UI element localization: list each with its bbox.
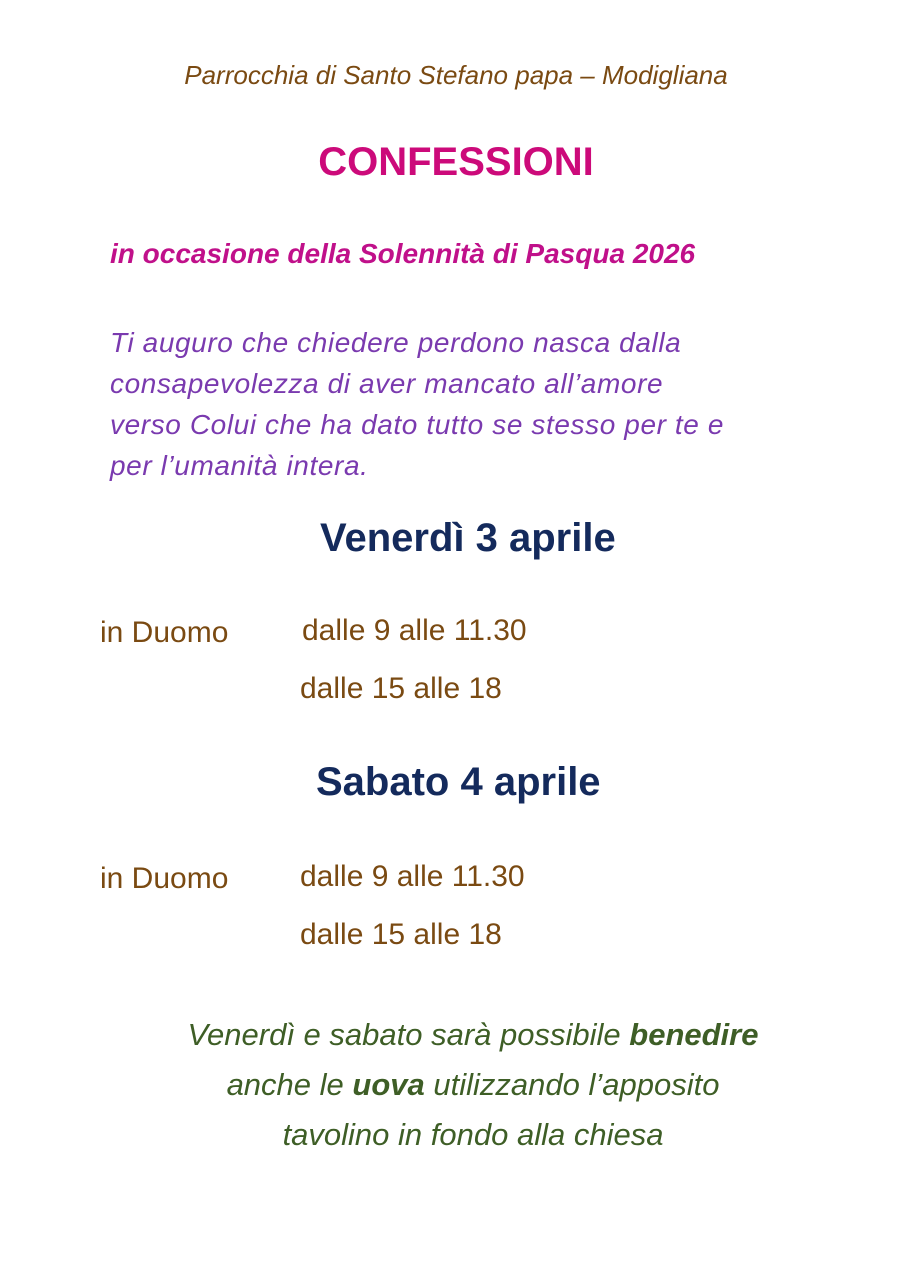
subtitle: in occasione della Solennità di Pasqua 2026: [110, 238, 696, 269]
parish-name: Parrocchia di Santo Stefano papa – Modigliana: [184, 60, 728, 90]
note-emphasis-uova: uova: [352, 1067, 425, 1102]
place-friday: in Duomo: [100, 616, 229, 649]
note-text: Venerdì e sabato sarà possibile: [187, 1017, 630, 1052]
note-line: [0, 1060, 900, 1110]
note-line: tavolino in fondo alla chiesa: [282, 1117, 664, 1152]
place-saturday: in Duomo: [100, 862, 229, 895]
blessing-note: [0, 1010, 900, 1160]
time-saturday-afternoon: dalle 15 alle 18: [300, 918, 502, 951]
day-heading-friday: Venerdì 3 aprile: [320, 516, 616, 560]
wish-line: Ti auguro che chiedere perdono nasca dalla: [110, 327, 682, 358]
wish-line: consapevolezza di aver mancato all’amore: [110, 368, 664, 399]
day-heading-saturday: Sabato 4 aprile: [316, 760, 601, 804]
wish-line: verso Colui che ha dato tutto se stesso per te e: [110, 409, 725, 440]
note-line: [0, 1010, 900, 1060]
wish-paragraph: [110, 322, 724, 486]
page-title: CONFESSIONI: [318, 140, 594, 184]
note-text: anche le: [226, 1067, 353, 1102]
note-text: utilizzando l’apposito: [424, 1067, 720, 1102]
time-saturday-morning: dalle 9 alle 11.30: [300, 860, 525, 893]
note-emphasis-benedire: benedire: [629, 1017, 759, 1052]
time-friday-afternoon: dalle 15 alle 18: [300, 672, 502, 705]
time-friday-morning: dalle 9 alle 11.30: [302, 614, 527, 647]
wish-line: per l’umanità intera.: [110, 450, 369, 481]
